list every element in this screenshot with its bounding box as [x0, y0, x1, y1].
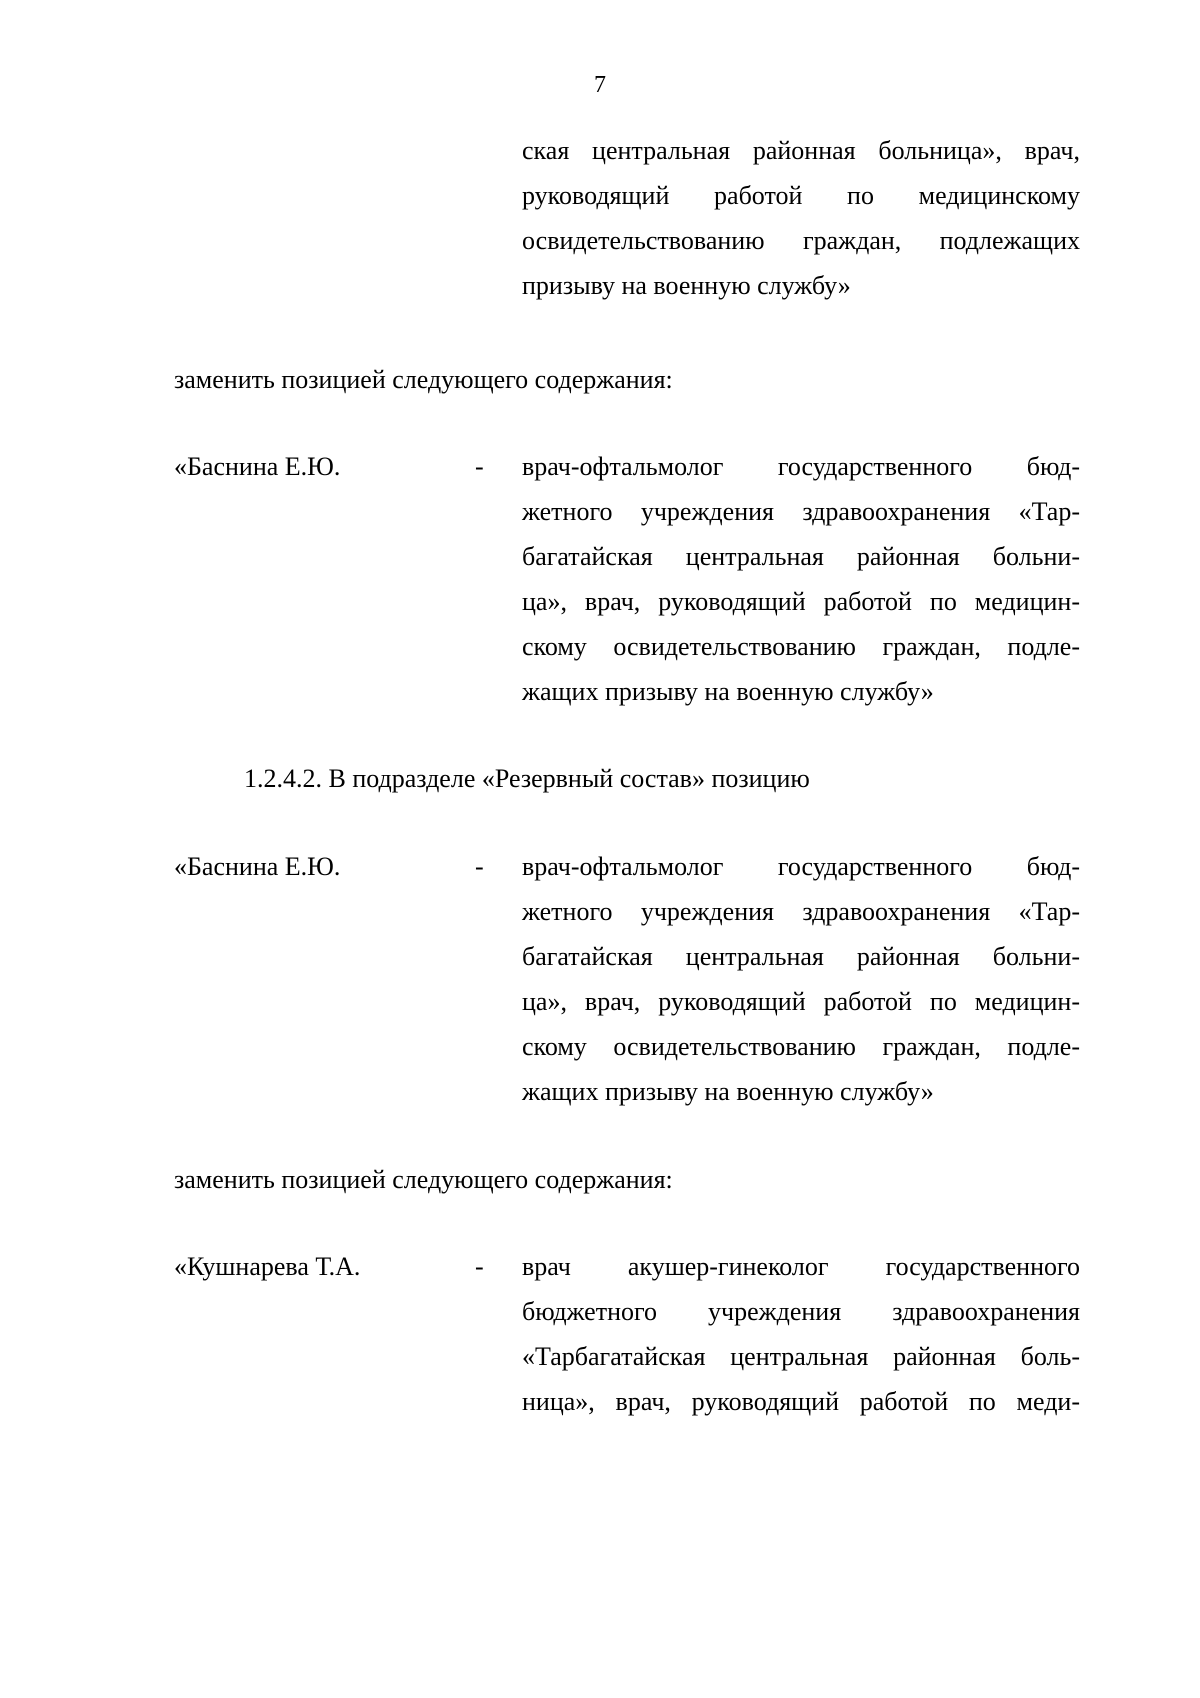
- entry-desc-line: скому освидетельствованию граждан, подле-: [522, 1032, 1080, 1061]
- entry-desc-line: ца», врач, руководящий работой по медицин-: [522, 987, 1080, 1016]
- continuation-line: освидетельствованию граждан, подлежащих: [522, 226, 1080, 255]
- replace-instruction: заменить позицией следующего содержания:: [174, 1165, 673, 1194]
- entry-name: «Баснина Е.Ю.: [174, 452, 341, 481]
- page-number: 7: [594, 72, 606, 98]
- entry-desc-line: врач акушер-гинеколог государственного: [522, 1252, 1080, 1281]
- entry-desc-line: багатайская центральная районная больни-: [522, 542, 1080, 571]
- entry-name: «Кушнарева Т.А.: [174, 1252, 361, 1281]
- entry-desc-line: ца», врач, руководящий работой по медицин-: [522, 587, 1080, 616]
- entry-desc-line: бюджетного учреждения здравоохранения: [522, 1297, 1080, 1326]
- entry-desc-line: ница», врач, руководящий работой по меди-: [522, 1387, 1080, 1416]
- continuation-line: ская центральная районная больница», врач,: [522, 136, 1080, 165]
- entry-desc-line: скому освидетельствованию граждан, подле-: [522, 632, 1080, 661]
- entry-desc-line: жетного учреждения здравоохранения «Тар-: [522, 497, 1080, 526]
- continuation-line: руководящий работой по медицинскому: [522, 181, 1080, 210]
- entry-dash: -: [475, 852, 484, 881]
- entry-desc-line: «Тарбагатайская центральная районная боль-: [522, 1342, 1080, 1371]
- entry-dash: -: [475, 452, 484, 481]
- entry-desc-line: врач-офтальмолог государственного бюд-: [522, 452, 1080, 481]
- entry-name: «Баснина Е.Ю.: [174, 852, 341, 881]
- replace-instruction: заменить позицией следующего содержания:: [174, 365, 673, 394]
- entry-desc-line: жащих призыву на военную службу»: [522, 677, 934, 706]
- entry-desc-line: жащих призыву на военную службу»: [522, 1077, 934, 1106]
- entry-desc-line: жетного учреждения здравоохранения «Тар-: [522, 897, 1080, 926]
- continuation-line: призыву на военную службу»: [522, 271, 851, 300]
- entry-dash: -: [475, 1252, 484, 1281]
- entry-desc-line: врач-офтальмолог государственного бюд-: [522, 852, 1080, 881]
- entry-desc-line: багатайская центральная районная больни-: [522, 942, 1080, 971]
- section-heading: 1.2.4.2. В подразделе «Резервный состав» позицию: [244, 764, 810, 793]
